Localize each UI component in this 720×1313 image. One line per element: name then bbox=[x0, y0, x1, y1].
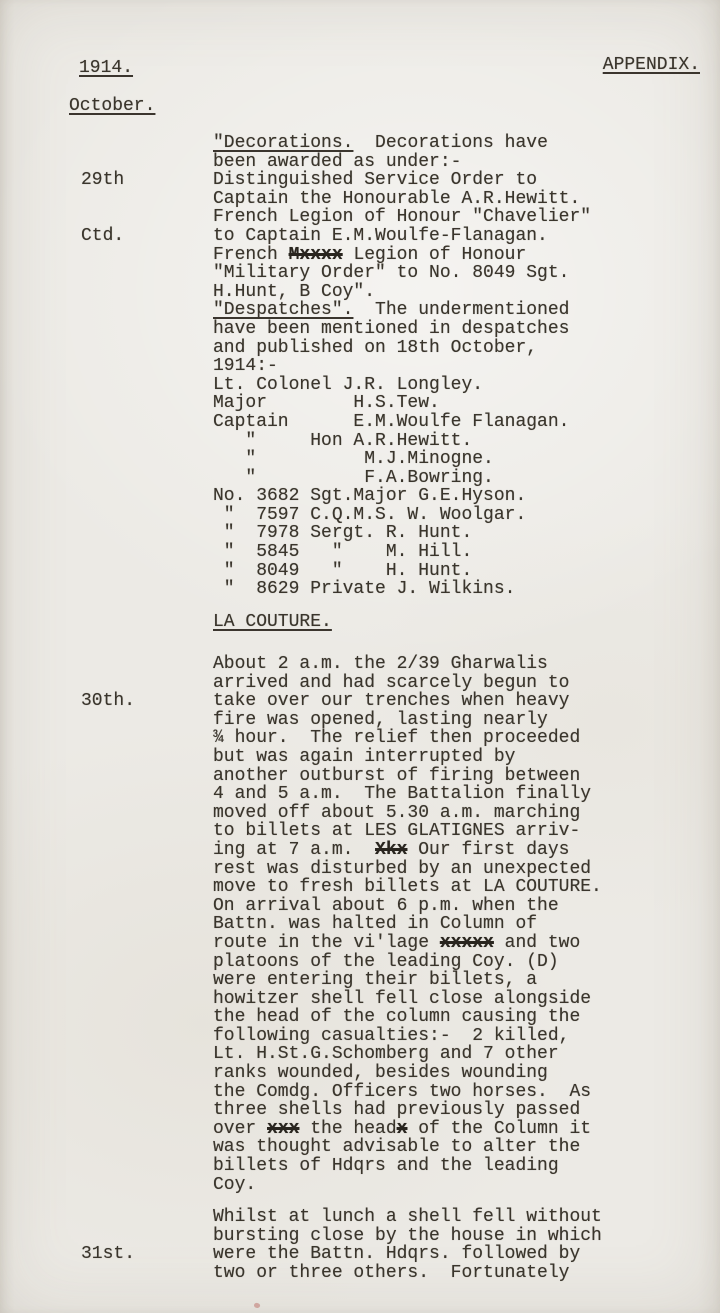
text-line: fire was opened, lasting nearly bbox=[213, 709, 548, 730]
text-line: French Mxxxx Legion of Honour bbox=[213, 244, 527, 265]
text-line: Major H.S.Tew. bbox=[213, 393, 440, 414]
text-line: French Legion of Honour "Chavelier" bbox=[213, 207, 592, 228]
text-line: Distinguished Service Order to bbox=[213, 170, 538, 191]
text-line: " F.A.Bowring. bbox=[213, 467, 494, 488]
text-line: bursting close by the house in which bbox=[213, 1225, 602, 1246]
entry-date-29th-ctd bbox=[81, 134, 124, 283]
text-line: billets of Hdqrs and the leading bbox=[213, 1156, 559, 1177]
date-text: 29th bbox=[81, 170, 125, 191]
text-line: howitzer shell fell close alongside bbox=[213, 988, 592, 1009]
text-line: " Hon A.R.Hewitt. bbox=[213, 430, 473, 451]
text-line: 4 and 5 a.m. The Battalion finally bbox=[213, 784, 592, 805]
text-line: another outburst of firing between bbox=[213, 765, 581, 786]
text-line: two or three others. Fortunately bbox=[213, 1262, 570, 1283]
text-line: " M.J.Minogne. bbox=[213, 449, 494, 470]
text-line: Whilst at lunch a shell fell without bbox=[213, 1207, 602, 1227]
entry-date-31st bbox=[81, 1208, 135, 1301]
appendix-heading: APPENDIX. bbox=[602, 55, 700, 75]
text-line: " 5845 " M. Hill. bbox=[213, 542, 473, 563]
text-line: rest was disturbed by an unexpected bbox=[213, 858, 592, 879]
text-line: "Despatches". The undermentioned bbox=[213, 300, 570, 321]
text-line: 1914:- bbox=[213, 356, 278, 377]
text-line: About 2 a.m. the 2/39 Gharwalis bbox=[213, 654, 548, 674]
text-line: were the Battn. Hdqrs. followed by bbox=[213, 1244, 581, 1265]
text-line: the head of the column causing the bbox=[213, 1007, 581, 1028]
text-line: " 8049 " H. Hunt. bbox=[213, 560, 473, 581]
text-line: to Captain E.M.Woulfe-Flanagan. bbox=[213, 225, 548, 246]
text-line: " 7597 C.Q.M.S. W. Woolgar. bbox=[213, 504, 527, 525]
text-line: to billets at LES GLATIGNES arriv- bbox=[213, 821, 581, 842]
text-line: ing at 7 a.m. Xkx Our first days bbox=[213, 839, 570, 860]
date-text: 30th. bbox=[81, 691, 136, 712]
text-line: Captain E.M.Woulfe Flanagan. bbox=[213, 411, 570, 432]
text-line: were entering their billets, a bbox=[213, 970, 538, 991]
text-line: " 7978 Sergt. R. Hunt. bbox=[213, 523, 473, 544]
text-line: three shells had previously passed bbox=[213, 1100, 581, 1121]
text-line: was thought advisable to alter the bbox=[213, 1137, 581, 1158]
text-line: H.Hunt, B Coy". bbox=[213, 281, 376, 302]
section-heading-la-couture: LA COUTURE. bbox=[213, 612, 332, 632]
text-line: Lt. H.St.G.Schomberg and 7 other bbox=[213, 1044, 559, 1065]
text-line: "Decorations. Decorations have bbox=[213, 133, 548, 153]
text-line: and published on 18th October, bbox=[213, 337, 538, 358]
text-line: ranks wounded, besides wounding bbox=[213, 1063, 548, 1084]
text-line: Lt. Colonel J.R. Longley. bbox=[213, 374, 484, 395]
text-line: but was again interrupted by bbox=[213, 746, 516, 767]
text-line: On arrival about 6 p.m. when the bbox=[213, 895, 559, 916]
text-line: route in the vi'lage xxxxx and two bbox=[213, 932, 581, 953]
text-line: move to fresh billets at LA COUTURE. bbox=[213, 877, 602, 898]
entry-body-30th-la-couture bbox=[213, 655, 602, 1194]
text-line: take over our trenches when heavy bbox=[213, 691, 570, 712]
date-text: Ctd. bbox=[81, 225, 125, 246]
text-line: Battn. was halted in Column of bbox=[213, 914, 538, 935]
text-line: over xxx the headx of the Column it bbox=[213, 1118, 592, 1139]
text-line: ¾ hour. The relief then proceeded bbox=[213, 728, 581, 749]
text-line: platoons of the leading Coy. (D) bbox=[213, 951, 559, 972]
text-line: moved off about 5.30 a.m. marching bbox=[213, 802, 581, 823]
entry-body-31st-shell bbox=[213, 1208, 602, 1282]
text-line: following casualties:- 2 killed, bbox=[213, 1025, 570, 1046]
entry-date-30th bbox=[81, 655, 135, 748]
month-heading: October. bbox=[69, 96, 156, 116]
text-line: "Military Order" to No. 8049 Sgt. bbox=[213, 263, 570, 284]
paper-stain bbox=[253, 1302, 261, 1309]
text-line: Captain the Honourable A.R.Hewitt. bbox=[213, 188, 581, 209]
date-text: 31st. bbox=[81, 1244, 136, 1265]
text-line: " 8629 Private J. Wilkins. bbox=[213, 579, 516, 600]
text-line: been awarded as under:- bbox=[213, 151, 462, 172]
text-line: Coy. bbox=[213, 1174, 257, 1195]
entry-body-29th-decorations-despatches bbox=[213, 134, 591, 599]
text-line: arrived and had scarcely begun to bbox=[213, 672, 570, 693]
year-heading: 1914. bbox=[79, 58, 134, 78]
text-line: No. 3682 Sgt.Major G.E.Hyson. bbox=[213, 486, 527, 507]
text-line: the Comdg. Officers two horses. As bbox=[213, 1081, 592, 1102]
text-line: have been mentioned in despatches bbox=[213, 318, 570, 339]
